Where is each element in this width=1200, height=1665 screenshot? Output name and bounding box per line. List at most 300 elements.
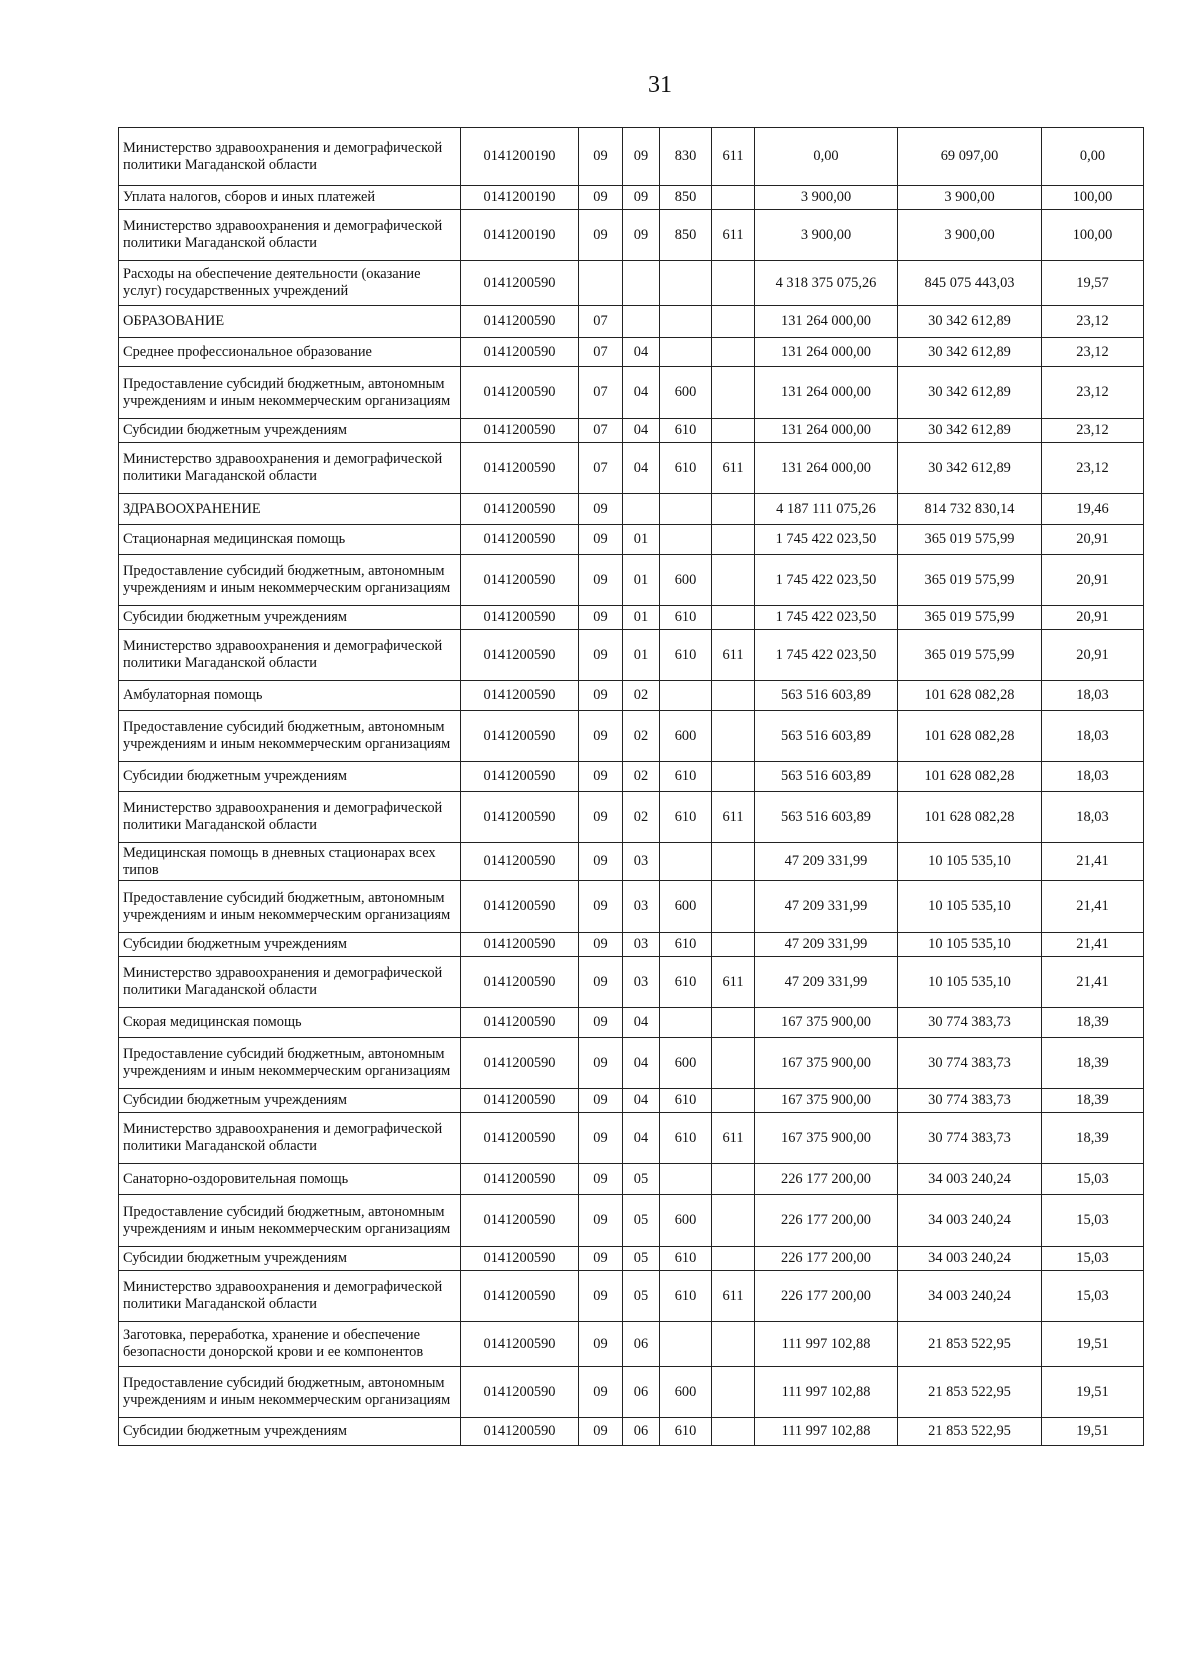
row-admin-code: [712, 1038, 755, 1089]
row-executed-amount: 34 003 240,24: [898, 1247, 1042, 1271]
row-target-code: 0141200590: [461, 1322, 579, 1367]
row-name: Предоставление субсидий бюджетным, автономным учреждениям и иным некоммерческим организациям: [119, 881, 461, 933]
row-name: Предоставление субсидий бюджетным, автономным учреждениям и иным некоммерческим организациям: [119, 1195, 461, 1247]
row-subsection-code: 05: [623, 1271, 660, 1322]
row-section-code: 09: [579, 630, 623, 681]
row-execution-percent: 19,51: [1042, 1367, 1144, 1418]
row-execution-percent: 15,03: [1042, 1247, 1144, 1271]
row-name: Предоставление субсидий бюджетным, автономным учреждениям и иным некоммерческим организациям: [119, 555, 461, 606]
row-subsection-code: 02: [623, 762, 660, 792]
budget-table-body: [119, 128, 1144, 1446]
row-execution-percent: 19,51: [1042, 1418, 1144, 1446]
table-row: [119, 1271, 1144, 1322]
row-admin-code: [712, 525, 755, 555]
row-section-code: 09: [579, 606, 623, 630]
row-section-code: 09: [579, 711, 623, 762]
row-planned-amount: 47 209 331,99: [755, 957, 898, 1008]
row-name: Субсидии бюджетным учреждениям: [119, 1247, 461, 1271]
row-expense-type-code: [660, 1322, 712, 1367]
row-planned-amount: 167 375 900,00: [755, 1008, 898, 1038]
row-executed-amount: 10 105 535,10: [898, 843, 1042, 881]
row-executed-amount: 30 342 612,89: [898, 306, 1042, 338]
row-expense-type-code: 610: [660, 792, 712, 843]
row-expense-type-code: 600: [660, 1367, 712, 1418]
table-row: [119, 367, 1144, 419]
row-executed-amount: 30 774 383,73: [898, 1038, 1042, 1089]
row-planned-amount: 131 264 000,00: [755, 419, 898, 443]
table-row: [119, 1418, 1144, 1446]
row-target-code: 0141200590: [461, 525, 579, 555]
row-subsection-code: 05: [623, 1164, 660, 1195]
row-subsection-code: 05: [623, 1195, 660, 1247]
row-target-code: 0141200590: [461, 843, 579, 881]
row-subsection-code: 09: [623, 128, 660, 186]
row-executed-amount: 30 342 612,89: [898, 367, 1042, 419]
row-name: Субсидии бюджетным учреждениям: [119, 1418, 461, 1446]
row-execution-percent: 21,41: [1042, 881, 1144, 933]
row-subsection-code: 04: [623, 1113, 660, 1164]
row-target-code: 0141200590: [461, 1195, 579, 1247]
row-planned-amount: 47 209 331,99: [755, 933, 898, 957]
row-executed-amount: 814 732 830,14: [898, 494, 1042, 525]
row-execution-percent: 21,41: [1042, 843, 1144, 881]
row-execution-percent: 19,51: [1042, 1322, 1144, 1367]
row-expense-type-code: 610: [660, 1113, 712, 1164]
row-expense-type-code: 610: [660, 630, 712, 681]
row-target-code: 0141200590: [461, 792, 579, 843]
row-section-code: 09: [579, 494, 623, 525]
row-execution-percent: 18,39: [1042, 1008, 1144, 1038]
row-execution-percent: 18,39: [1042, 1089, 1144, 1113]
row-section-code: 07: [579, 367, 623, 419]
row-planned-amount: 111 997 102,88: [755, 1322, 898, 1367]
row-name: Стационарная медицинская помощь: [119, 525, 461, 555]
row-subsection-code: 04: [623, 1089, 660, 1113]
row-executed-amount: 3 900,00: [898, 210, 1042, 261]
row-expense-type-code: 610: [660, 606, 712, 630]
row-execution-percent: 20,91: [1042, 630, 1144, 681]
row-subsection-code: 04: [623, 338, 660, 367]
row-expense-type-code: [660, 338, 712, 367]
row-admin-code: [712, 1164, 755, 1195]
row-expense-type-code: 600: [660, 1038, 712, 1089]
row-section-code: 07: [579, 443, 623, 494]
row-name: ОБРАЗОВАНИЕ: [119, 306, 461, 338]
row-execution-percent: 20,91: [1042, 525, 1144, 555]
row-section-code: 09: [579, 681, 623, 711]
table-row: [119, 1247, 1144, 1271]
table-row: [119, 1367, 1144, 1418]
row-target-code: 0141200590: [461, 1038, 579, 1089]
row-execution-percent: 23,12: [1042, 367, 1144, 419]
row-execution-percent: 21,41: [1042, 957, 1144, 1008]
table-row: [119, 933, 1144, 957]
row-executed-amount: 21 853 522,95: [898, 1367, 1042, 1418]
row-admin-code: [712, 843, 755, 881]
row-section-code: 09: [579, 843, 623, 881]
row-execution-percent: 19,57: [1042, 261, 1144, 306]
row-section-code: 09: [579, 525, 623, 555]
table-row: [119, 957, 1144, 1008]
row-name: Субсидии бюджетным учреждениям: [119, 1089, 461, 1113]
table-row: [119, 525, 1144, 555]
row-target-code: 0141200590: [461, 1113, 579, 1164]
row-execution-percent: 18,03: [1042, 792, 1144, 843]
row-admin-code: 611: [712, 957, 755, 1008]
row-executed-amount: 365 019 575,99: [898, 630, 1042, 681]
row-execution-percent: 0,00: [1042, 128, 1144, 186]
row-admin-code: [712, 762, 755, 792]
row-planned-amount: 47 209 331,99: [755, 843, 898, 881]
table-row: [119, 128, 1144, 186]
row-expense-type-code: [660, 525, 712, 555]
row-execution-percent: 18,03: [1042, 711, 1144, 762]
row-target-code: 0141200590: [461, 367, 579, 419]
row-executed-amount: 101 628 082,28: [898, 681, 1042, 711]
row-target-code: 0141200590: [461, 1418, 579, 1446]
row-target-code: 0141200590: [461, 1008, 579, 1038]
row-expense-type-code: [660, 843, 712, 881]
row-subsection-code: 04: [623, 443, 660, 494]
row-section-code: 09: [579, 1367, 623, 1418]
row-name: Предоставление субсидий бюджетным, автономным учреждениям и иным некоммерческим организациям: [119, 711, 461, 762]
row-admin-code: 611: [712, 443, 755, 494]
row-name: Министерство здравоохранения и демографической политики Магаданской области: [119, 792, 461, 843]
row-target-code: 0141200590: [461, 1164, 579, 1195]
row-execution-percent: 23,12: [1042, 419, 1144, 443]
row-admin-code: [712, 494, 755, 525]
row-admin-code: [712, 1008, 755, 1038]
row-execution-percent: 19,46: [1042, 494, 1144, 525]
row-executed-amount: 30 342 612,89: [898, 338, 1042, 367]
row-planned-amount: 1 745 422 023,50: [755, 606, 898, 630]
row-expense-type-code: 610: [660, 443, 712, 494]
row-section-code: 07: [579, 419, 623, 443]
table-row: [119, 1195, 1144, 1247]
row-target-code: 0141200190: [461, 210, 579, 261]
row-admin-code: [712, 1418, 755, 1446]
row-expense-type-code: 610: [660, 933, 712, 957]
row-executed-amount: 365 019 575,99: [898, 606, 1042, 630]
row-subsection-code: 04: [623, 1008, 660, 1038]
row-target-code: 0141200590: [461, 419, 579, 443]
row-execution-percent: 15,03: [1042, 1164, 1144, 1195]
table-row: [119, 261, 1144, 306]
row-name: Субсидии бюджетным учреждениям: [119, 762, 461, 792]
row-name: Министерство здравоохранения и демографической политики Магаданской области: [119, 1271, 461, 1322]
table-row: [119, 419, 1144, 443]
row-execution-percent: 20,91: [1042, 555, 1144, 606]
row-name: Субсидии бюджетным учреждениям: [119, 933, 461, 957]
row-name: Субсидии бюджетным учреждениям: [119, 606, 461, 630]
row-section-code: 09: [579, 792, 623, 843]
row-name: Министерство здравоохранения и демографической политики Магаданской области: [119, 443, 461, 494]
row-planned-amount: 167 375 900,00: [755, 1038, 898, 1089]
row-admin-code: [712, 1322, 755, 1367]
row-expense-type-code: 610: [660, 419, 712, 443]
row-target-code: 0141200190: [461, 186, 579, 210]
row-expense-type-code: 610: [660, 1418, 712, 1446]
row-expense-type-code: 600: [660, 711, 712, 762]
row-execution-percent: 21,41: [1042, 933, 1144, 957]
table-row: [119, 1322, 1144, 1367]
row-planned-amount: 131 264 000,00: [755, 306, 898, 338]
row-planned-amount: 226 177 200,00: [755, 1271, 898, 1322]
row-executed-amount: 30 342 612,89: [898, 419, 1042, 443]
row-admin-code: 611: [712, 1271, 755, 1322]
row-executed-amount: 365 019 575,99: [898, 525, 1042, 555]
row-section-code: [579, 261, 623, 306]
row-admin-code: [712, 1367, 755, 1418]
row-name: Амбулаторная помощь: [119, 681, 461, 711]
row-name: Заготовка, переработка, хранение и обеспечение безопасности донорской крови и ее компонентов: [119, 1322, 461, 1367]
row-expense-type-code: [660, 681, 712, 711]
row-subsection-code: 05: [623, 1247, 660, 1271]
row-target-code: 0141200590: [461, 606, 579, 630]
row-execution-percent: 100,00: [1042, 210, 1144, 261]
row-admin-code: 611: [712, 630, 755, 681]
row-target-code: 0141200590: [461, 762, 579, 792]
row-target-code: 0141200190: [461, 128, 579, 186]
row-name: Расходы на обеспечение деятельности (оказание услуг) государственных учреждений: [119, 261, 461, 306]
row-admin-code: [712, 367, 755, 419]
row-subsection-code: 04: [623, 367, 660, 419]
row-executed-amount: 101 628 082,28: [898, 792, 1042, 843]
row-planned-amount: 131 264 000,00: [755, 338, 898, 367]
row-expense-type-code: 600: [660, 555, 712, 606]
row-subsection-code: 02: [623, 711, 660, 762]
row-subsection-code: 01: [623, 555, 660, 606]
row-executed-amount: 30 774 383,73: [898, 1089, 1042, 1113]
row-admin-code: [712, 186, 755, 210]
row-admin-code: [712, 1195, 755, 1247]
row-subsection-code: [623, 494, 660, 525]
row-section-code: 09: [579, 1418, 623, 1446]
row-expense-type-code: 610: [660, 1247, 712, 1271]
row-execution-percent: 100,00: [1042, 186, 1144, 210]
row-expense-type-code: 830: [660, 128, 712, 186]
row-section-code: 09: [579, 957, 623, 1008]
row-section-code: 09: [579, 1322, 623, 1367]
row-section-code: 09: [579, 1089, 623, 1113]
row-executed-amount: 30 774 383,73: [898, 1008, 1042, 1038]
row-name: Санаторно-оздоровительная помощь: [119, 1164, 461, 1195]
row-section-code: 09: [579, 1164, 623, 1195]
table-row: [119, 630, 1144, 681]
row-executed-amount: 365 019 575,99: [898, 555, 1042, 606]
row-section-code: 09: [579, 1247, 623, 1271]
table-row: [119, 711, 1144, 762]
row-executed-amount: 21 853 522,95: [898, 1418, 1042, 1446]
row-planned-amount: 1 745 422 023,50: [755, 525, 898, 555]
row-section-code: 09: [579, 1038, 623, 1089]
row-subsection-code: 03: [623, 933, 660, 957]
row-execution-percent: 23,12: [1042, 306, 1144, 338]
row-section-code: 09: [579, 881, 623, 933]
row-section-code: 09: [579, 210, 623, 261]
row-admin-code: [712, 681, 755, 711]
row-section-code: 09: [579, 762, 623, 792]
row-admin-code: [712, 261, 755, 306]
row-name: Министерство здравоохранения и демографической политики Магаданской области: [119, 128, 461, 186]
row-name: ЗДРАВООХРАНЕНИЕ: [119, 494, 461, 525]
row-section-code: 09: [579, 1195, 623, 1247]
row-planned-amount: 226 177 200,00: [755, 1195, 898, 1247]
row-expense-type-code: [660, 1008, 712, 1038]
table-row: [119, 843, 1144, 881]
table-row: [119, 443, 1144, 494]
table-row: [119, 186, 1144, 210]
row-expense-type-code: 610: [660, 1089, 712, 1113]
row-planned-amount: 563 516 603,89: [755, 762, 898, 792]
budget-table: [118, 127, 1144, 1446]
row-execution-percent: 18,03: [1042, 681, 1144, 711]
row-name: Субсидии бюджетным учреждениям: [119, 419, 461, 443]
row-planned-amount: 111 997 102,88: [755, 1367, 898, 1418]
row-name: Уплата налогов, сборов и иных платежей: [119, 186, 461, 210]
table-row: [119, 1089, 1144, 1113]
row-expense-type-code: [660, 261, 712, 306]
row-executed-amount: 69 097,00: [898, 128, 1042, 186]
row-planned-amount: 563 516 603,89: [755, 711, 898, 762]
row-subsection-code: 04: [623, 1038, 660, 1089]
row-target-code: 0141200590: [461, 555, 579, 606]
row-admin-code: 611: [712, 210, 755, 261]
row-executed-amount: 101 628 082,28: [898, 762, 1042, 792]
row-planned-amount: 47 209 331,99: [755, 881, 898, 933]
row-expense-type-code: 600: [660, 881, 712, 933]
row-subsection-code: 03: [623, 843, 660, 881]
row-executed-amount: 10 105 535,10: [898, 933, 1042, 957]
row-admin-code: [712, 338, 755, 367]
row-expense-type-code: 600: [660, 1195, 712, 1247]
row-planned-amount: 3 900,00: [755, 186, 898, 210]
row-subsection-code: 02: [623, 792, 660, 843]
table-row: [119, 1008, 1144, 1038]
row-executed-amount: 101 628 082,28: [898, 711, 1042, 762]
table-row: [119, 762, 1144, 792]
row-planned-amount: 0,00: [755, 128, 898, 186]
row-executed-amount: 30 342 612,89: [898, 443, 1042, 494]
row-executed-amount: 21 853 522,95: [898, 1322, 1042, 1367]
row-name: Предоставление субсидий бюджетным, автономным учреждениям и иным некоммерческим организациям: [119, 1367, 461, 1418]
row-executed-amount: 845 075 443,03: [898, 261, 1042, 306]
row-section-code: 09: [579, 186, 623, 210]
row-target-code: 0141200590: [461, 933, 579, 957]
table-row: [119, 1164, 1144, 1195]
row-executed-amount: 34 003 240,24: [898, 1271, 1042, 1322]
row-planned-amount: 226 177 200,00: [755, 1164, 898, 1195]
row-expense-type-code: 850: [660, 210, 712, 261]
row-subsection-code: 04: [623, 419, 660, 443]
table-row: [119, 338, 1144, 367]
table-row: [119, 1113, 1144, 1164]
row-target-code: 0141200590: [461, 1271, 579, 1322]
row-subsection-code: 06: [623, 1322, 660, 1367]
row-admin-code: 611: [712, 128, 755, 186]
table-row: [119, 494, 1144, 525]
row-admin-code: 611: [712, 1113, 755, 1164]
row-subsection-code: 01: [623, 525, 660, 555]
row-subsection-code: 06: [623, 1418, 660, 1446]
row-subsection-code: 03: [623, 881, 660, 933]
row-target-code: 0141200590: [461, 1367, 579, 1418]
row-expense-type-code: [660, 306, 712, 338]
page-number: 31: [648, 72, 672, 98]
row-execution-percent: 18,39: [1042, 1113, 1144, 1164]
table-row: [119, 210, 1144, 261]
row-planned-amount: 131 264 000,00: [755, 443, 898, 494]
row-executed-amount: 10 105 535,10: [898, 957, 1042, 1008]
row-target-code: 0141200590: [461, 881, 579, 933]
row-planned-amount: 1 745 422 023,50: [755, 555, 898, 606]
row-target-code: 0141200590: [461, 711, 579, 762]
row-target-code: 0141200590: [461, 681, 579, 711]
row-target-code: 0141200590: [461, 957, 579, 1008]
row-name: Министерство здравоохранения и демографической политики Магаданской области: [119, 630, 461, 681]
row-target-code: 0141200590: [461, 443, 579, 494]
row-target-code: 0141200590: [461, 1089, 579, 1113]
row-name: Министерство здравоохранения и демографической политики Магаданской области: [119, 957, 461, 1008]
table-row: [119, 606, 1144, 630]
row-subsection-code: 06: [623, 1367, 660, 1418]
row-expense-type-code: 610: [660, 762, 712, 792]
row-admin-code: [712, 933, 755, 957]
row-section-code: 09: [579, 555, 623, 606]
row-section-code: 09: [579, 1271, 623, 1322]
row-planned-amount: 1 745 422 023,50: [755, 630, 898, 681]
row-target-code: 0141200590: [461, 630, 579, 681]
row-subsection-code: 09: [623, 186, 660, 210]
row-section-code: 09: [579, 1008, 623, 1038]
row-admin-code: [712, 1089, 755, 1113]
row-executed-amount: 10 105 535,10: [898, 881, 1042, 933]
row-executed-amount: 3 900,00: [898, 186, 1042, 210]
table-row: [119, 681, 1144, 711]
row-executed-amount: 34 003 240,24: [898, 1195, 1042, 1247]
row-expense-type-code: 610: [660, 957, 712, 1008]
row-planned-amount: 3 900,00: [755, 210, 898, 261]
row-admin-code: [712, 419, 755, 443]
row-execution-percent: 23,12: [1042, 338, 1144, 367]
row-admin-code: [712, 1247, 755, 1271]
row-planned-amount: 131 264 000,00: [755, 367, 898, 419]
row-section-code: 09: [579, 128, 623, 186]
row-planned-amount: 563 516 603,89: [755, 792, 898, 843]
row-executed-amount: 30 774 383,73: [898, 1113, 1042, 1164]
row-subsection-code: 03: [623, 957, 660, 1008]
row-target-code: 0141200590: [461, 1247, 579, 1271]
row-section-code: 09: [579, 1113, 623, 1164]
row-expense-type-code: [660, 494, 712, 525]
row-planned-amount: 111 997 102,88: [755, 1418, 898, 1446]
row-target-code: 0141200590: [461, 306, 579, 338]
row-subsection-code: 09: [623, 210, 660, 261]
row-admin-code: 611: [712, 792, 755, 843]
row-admin-code: [712, 711, 755, 762]
table-row: [119, 306, 1144, 338]
row-execution-percent: 18,39: [1042, 1038, 1144, 1089]
row-name: Среднее профессиональное образование: [119, 338, 461, 367]
row-planned-amount: 226 177 200,00: [755, 1247, 898, 1271]
row-admin-code: [712, 606, 755, 630]
row-expense-type-code: [660, 1164, 712, 1195]
row-name: Скорая медицинская помощь: [119, 1008, 461, 1038]
row-subsection-code: 01: [623, 630, 660, 681]
table-row: [119, 881, 1144, 933]
row-planned-amount: 563 516 603,89: [755, 681, 898, 711]
row-target-code: 0141200590: [461, 494, 579, 525]
